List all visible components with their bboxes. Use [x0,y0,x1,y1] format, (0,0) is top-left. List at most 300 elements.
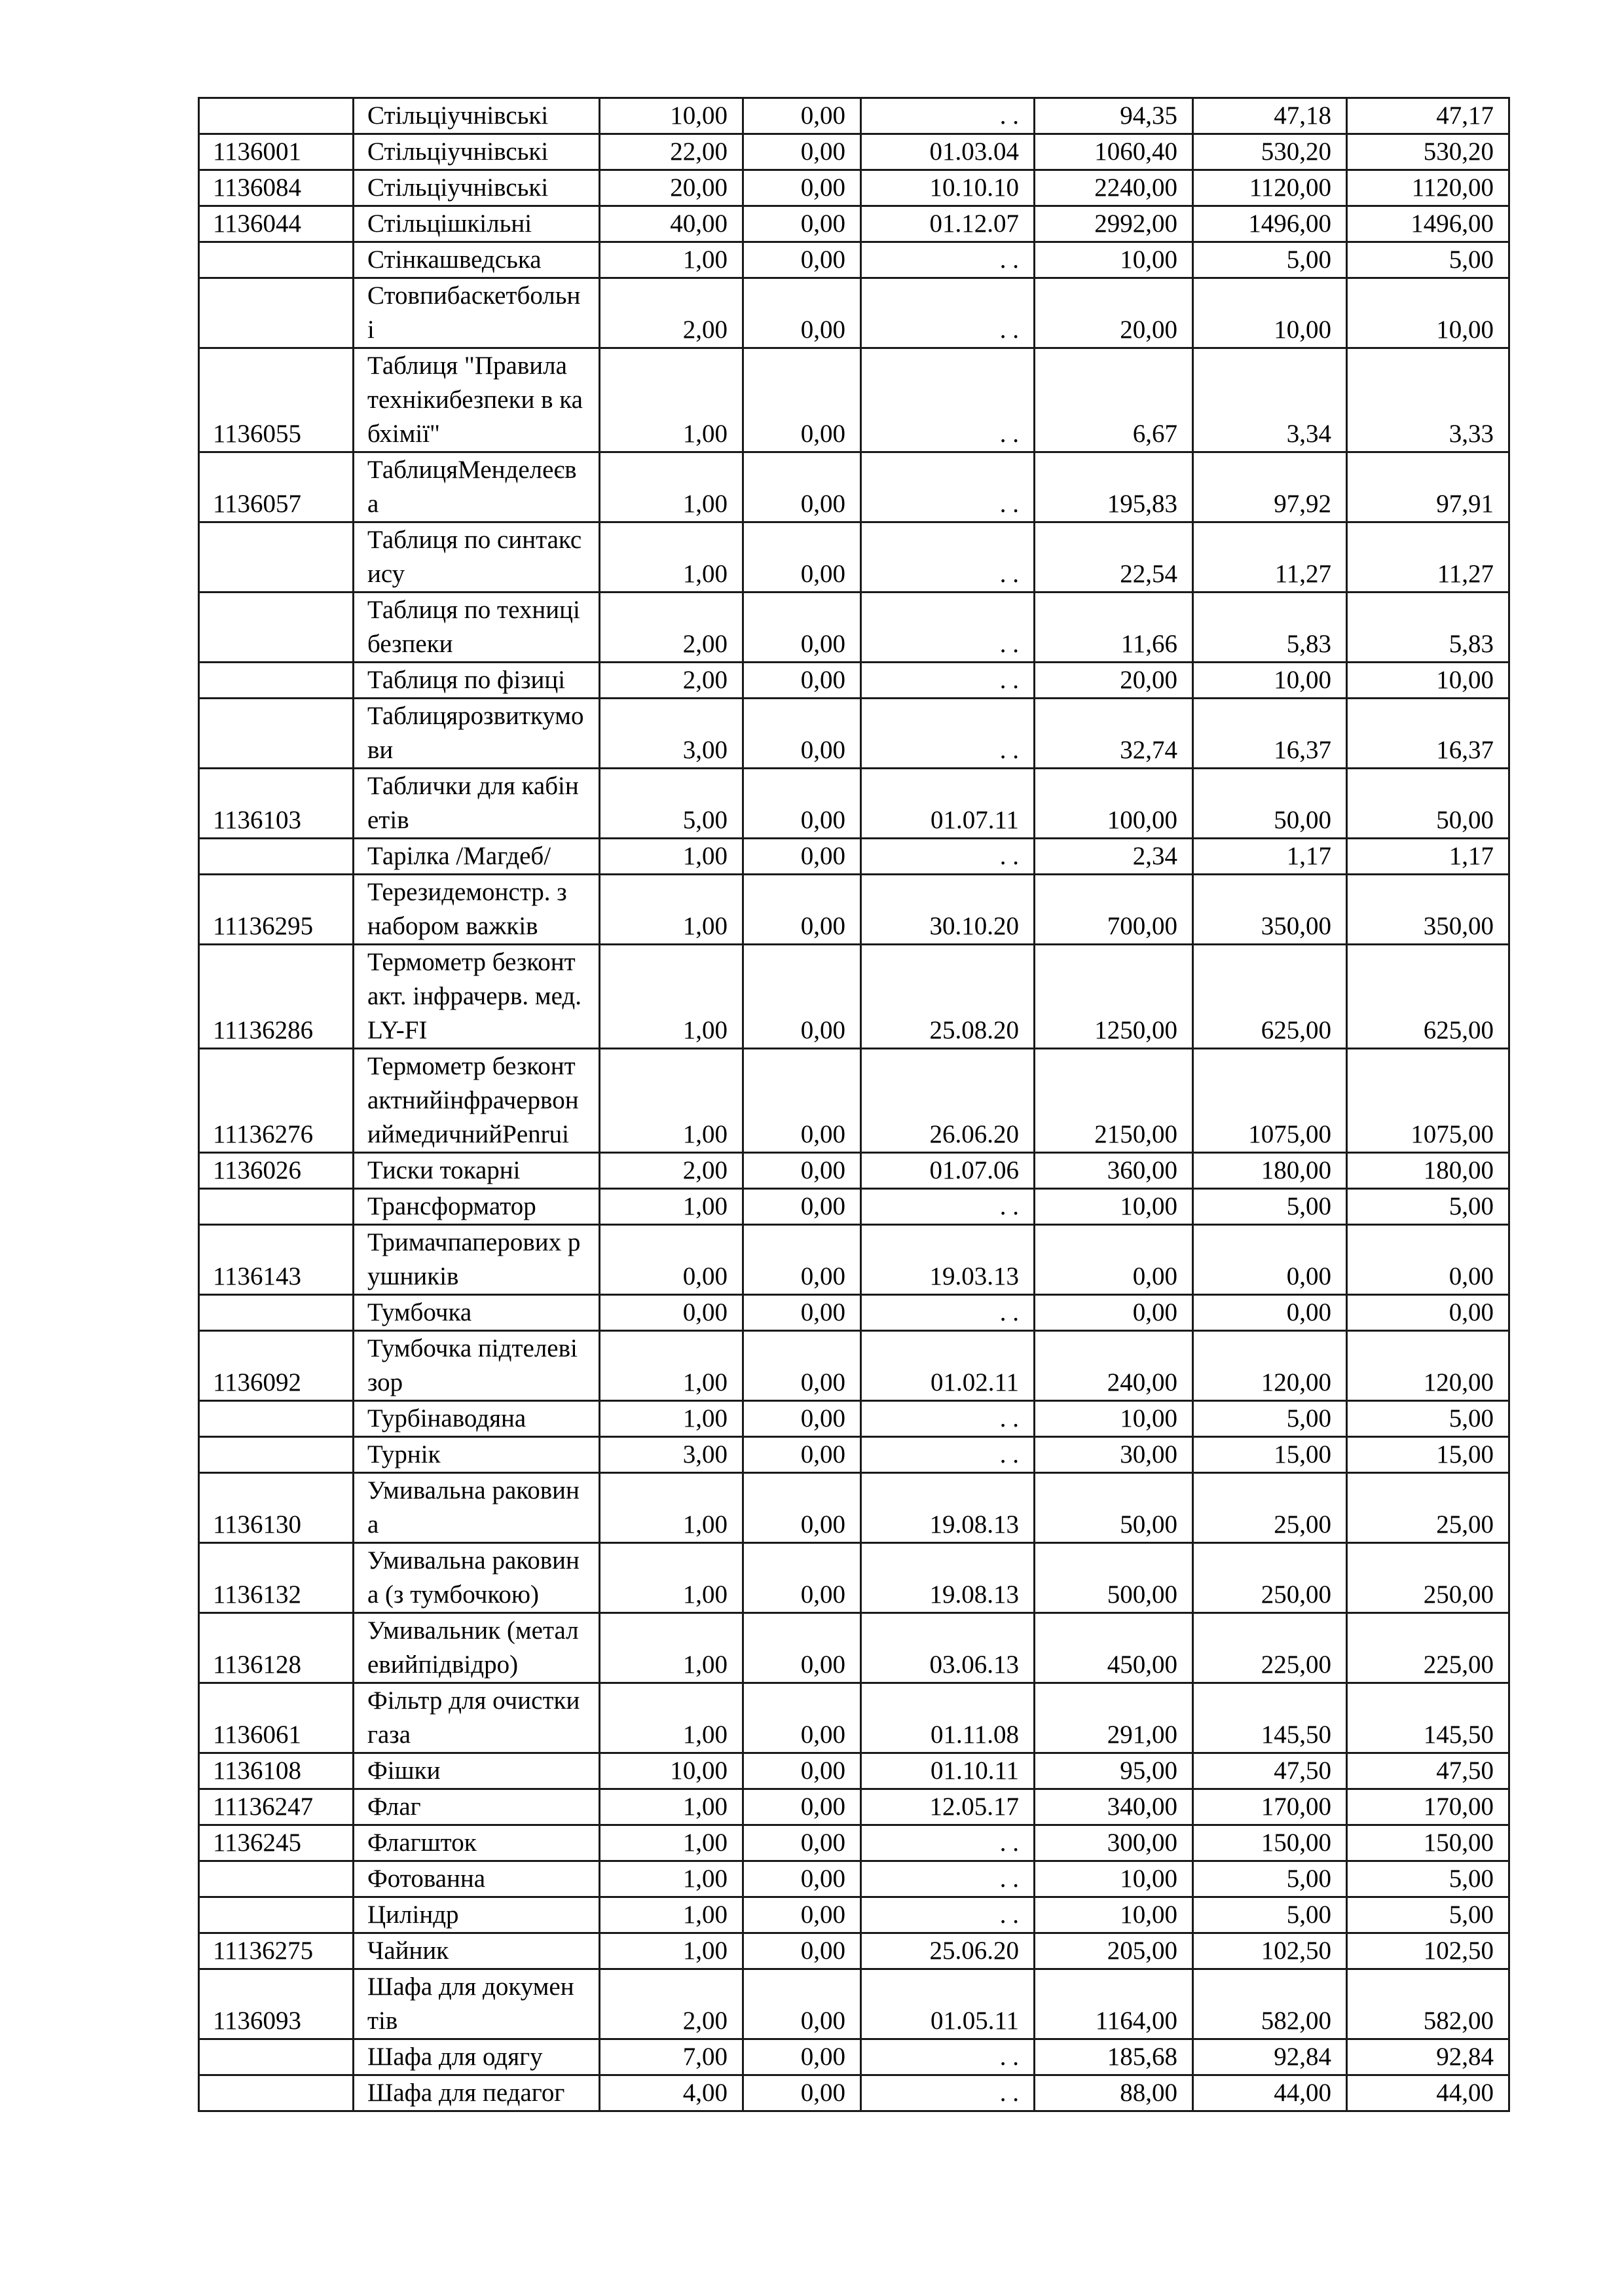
cost-cell: 2150,00 [1035,1049,1193,1153]
secondary-quantity-cell: 0,00 [743,98,861,134]
table-row [199,1473,1509,1543]
quantity-cell: 40,00 [600,206,743,242]
inventory-number-cell: 1136084 [199,170,354,206]
date-cell: 01.10.11 [861,1753,1035,1789]
depreciation-cell: 120,00 [1193,1331,1347,1401]
depreciation-cell: 530,20 [1193,134,1347,170]
cost-cell: 185,68 [1035,2039,1193,2075]
inventory-number-cell [199,242,354,278]
quantity-cell: 1,00 [600,452,743,522]
depreciation-cell: 1120,00 [1193,170,1347,206]
balance-cell: 1075,00 [1347,1049,1509,1153]
cost-cell: 291,00 [1035,1683,1193,1753]
cost-cell: 95,00 [1035,1753,1193,1789]
balance-cell: 10,00 [1347,278,1509,348]
item-name-cell: Тримачпаперових рушників [354,1225,600,1295]
quantity-cell: 1,00 [600,1049,743,1153]
table-row [199,663,1509,699]
depreciation-cell: 250,00 [1193,1543,1347,1613]
item-name-cell: Таблиця "Правила технікибезпеки в кабхімії" [354,348,600,452]
inventory-number-cell: 11136295 [199,875,354,945]
cost-cell: 10,00 [1035,1897,1193,1933]
depreciation-cell: 0,00 [1193,1295,1347,1331]
quantity-cell: 1,00 [600,1543,743,1613]
quantity-cell: 3,00 [600,699,743,769]
date-cell: . . [861,1861,1035,1897]
secondary-quantity-cell: 0,00 [743,2039,861,2075]
item-name-cell: Таблиця по фізиці [354,663,600,699]
balance-cell: 5,00 [1347,1401,1509,1437]
balance-cell: 120,00 [1347,1331,1509,1401]
cost-cell: 11,66 [1035,592,1193,663]
inventory-number-cell [199,1861,354,1897]
secondary-quantity-cell: 0,00 [743,278,861,348]
item-name-cell: Трансформатор [354,1189,600,1225]
secondary-quantity-cell: 0,00 [743,945,861,1049]
depreciation-cell: 5,83 [1193,592,1347,663]
balance-cell: 1,17 [1347,839,1509,875]
item-name-cell: Шафа для документів [354,1969,600,2039]
quantity-cell: 5,00 [600,769,743,839]
date-cell: 03.06.13 [861,1613,1035,1683]
inventory-number-cell: 11136276 [199,1049,354,1153]
quantity-cell: 2,00 [600,278,743,348]
inventory-number-cell [199,278,354,348]
date-cell: 01.02.11 [861,1331,1035,1401]
balance-cell: 102,50 [1347,1933,1509,1969]
secondary-quantity-cell: 0,00 [743,699,861,769]
depreciation-cell: 1075,00 [1193,1049,1347,1153]
item-name-cell: Таблиця по синтаксису [354,522,600,592]
table-row [199,2039,1509,2075]
balance-cell: 50,00 [1347,769,1509,839]
balance-cell: 3,33 [1347,348,1509,452]
depreciation-cell: 92,84 [1193,2039,1347,2075]
table-row [199,1049,1509,1153]
table-row [199,1969,1509,2039]
date-cell: 01.11.08 [861,1683,1035,1753]
secondary-quantity-cell: 0,00 [743,134,861,170]
quantity-cell: 10,00 [600,98,743,134]
cost-cell: 2,34 [1035,839,1193,875]
table-row [199,1897,1509,1933]
inventory-number-cell: 1136108 [199,1753,354,1789]
table-row [199,242,1509,278]
depreciation-cell: 5,00 [1193,242,1347,278]
balance-cell: 250,00 [1347,1543,1509,1613]
date-cell: . . [861,1897,1035,1933]
date-cell: . . [861,1295,1035,1331]
inventory-number-cell [199,1401,354,1437]
cost-cell: 300,00 [1035,1825,1193,1861]
cost-cell: 22,54 [1035,522,1193,592]
inventory-number-cell [199,2075,354,2111]
inventory-number-cell: 1136061 [199,1683,354,1753]
date-cell: . . [861,242,1035,278]
depreciation-cell: 16,37 [1193,699,1347,769]
date-cell: 01.07.06 [861,1153,1035,1189]
secondary-quantity-cell: 0,00 [743,1933,861,1969]
date-cell: . . [861,1437,1035,1473]
cost-cell: 20,00 [1035,663,1193,699]
balance-cell: 530,20 [1347,134,1509,170]
table-row [199,452,1509,522]
cost-cell: 100,00 [1035,769,1193,839]
date-cell: 01.05.11 [861,1969,1035,2039]
date-cell: . . [861,839,1035,875]
secondary-quantity-cell: 0,00 [743,1473,861,1543]
item-name-cell: Терезидемонстр. з набором важків [354,875,600,945]
balance-cell: 92,84 [1347,2039,1509,2075]
depreciation-cell: 225,00 [1193,1613,1347,1683]
quantity-cell: 1,00 [600,1683,743,1753]
cost-cell: 94,35 [1035,98,1193,134]
inventory-number-cell: 1136092 [199,1331,354,1401]
cost-cell: 2240,00 [1035,170,1193,206]
inventory-number-cell [199,592,354,663]
secondary-quantity-cell: 0,00 [743,1789,861,1825]
item-name-cell: Турнік [354,1437,600,1473]
depreciation-cell: 5,00 [1193,1401,1347,1437]
quantity-cell: 3,00 [600,1437,743,1473]
quantity-cell: 1,00 [600,875,743,945]
secondary-quantity-cell: 0,00 [743,170,861,206]
secondary-quantity-cell: 0,00 [743,452,861,522]
secondary-quantity-cell: 0,00 [743,1861,861,1897]
date-cell: . . [861,348,1035,452]
secondary-quantity-cell: 0,00 [743,1153,861,1189]
depreciation-cell: 47,18 [1193,98,1347,134]
inventory-number-cell: 1136245 [199,1825,354,1861]
quantity-cell: 1,00 [600,1401,743,1437]
item-name-cell: Термометр безконтакт. інфрачерв. мед. LY-FI [354,945,600,1049]
item-name-cell: Стільціучнівські [354,134,600,170]
cost-cell: 1060,40 [1035,134,1193,170]
secondary-quantity-cell: 0,00 [743,1753,861,1789]
date-cell: 25.08.20 [861,945,1035,1049]
table-row [199,1789,1509,1825]
table-row [199,1861,1509,1897]
table-row [199,592,1509,663]
balance-cell: 25,00 [1347,1473,1509,1543]
inventory-number-cell [199,839,354,875]
date-cell: . . [861,592,1035,663]
inventory-number-cell: 11136286 [199,945,354,1049]
item-name-cell: Таблиця по техницібезпеки [354,592,600,663]
item-name-cell: Таблицярозвиткумови [354,699,600,769]
item-name-cell: Фішки [354,1753,600,1789]
secondary-quantity-cell: 0,00 [743,1683,861,1753]
depreciation-cell: 180,00 [1193,1153,1347,1189]
cost-cell: 2992,00 [1035,206,1193,242]
quantity-cell: 22,00 [600,134,743,170]
table-row [199,1331,1509,1401]
balance-cell: 0,00 [1347,1295,1509,1331]
item-name-cell: Стінкашведська [354,242,600,278]
table-row [199,839,1509,875]
inventory-number-cell: 1136001 [199,134,354,170]
table-row [199,1825,1509,1861]
date-cell: 25.06.20 [861,1933,1035,1969]
balance-cell: 5,83 [1347,592,1509,663]
cost-cell: 500,00 [1035,1543,1193,1613]
item-name-cell: Турбінаводяна [354,1401,600,1437]
item-name-cell: Тиски токарні [354,1153,600,1189]
secondary-quantity-cell: 0,00 [743,663,861,699]
quantity-cell: 1,00 [600,242,743,278]
cost-cell: 88,00 [1035,2075,1193,2111]
cost-cell: 32,74 [1035,699,1193,769]
balance-cell: 5,00 [1347,242,1509,278]
table-row [199,98,1509,134]
table-row [199,1153,1509,1189]
item-name-cell: Умивальна раковина [354,1473,600,1543]
cost-cell: 10,00 [1035,1401,1193,1437]
table-row [199,134,1509,170]
date-cell: 12.05.17 [861,1789,1035,1825]
quantity-cell: 0,00 [600,1225,743,1295]
item-name-cell: Шафа для одягу [354,2039,600,2075]
table-row [199,1753,1509,1789]
cost-cell: 1250,00 [1035,945,1193,1049]
inventory-number-cell: 1136103 [199,769,354,839]
date-cell: . . [861,452,1035,522]
date-cell: 19.08.13 [861,1543,1035,1613]
date-cell: . . [861,1825,1035,1861]
balance-cell: 150,00 [1347,1825,1509,1861]
cost-cell: 450,00 [1035,1613,1193,1683]
quantity-cell: 1,00 [600,1789,743,1825]
balance-cell: 16,37 [1347,699,1509,769]
table-row [199,278,1509,348]
item-name-cell: Стовпибаскетбольні [354,278,600,348]
balance-cell: 10,00 [1347,663,1509,699]
quantity-cell: 10,00 [600,1753,743,1789]
depreciation-cell: 150,00 [1193,1825,1347,1861]
quantity-cell: 1,00 [600,1331,743,1401]
quantity-cell: 1,00 [600,348,743,452]
balance-cell: 225,00 [1347,1613,1509,1683]
inventory-number-cell: 11136275 [199,1933,354,1969]
cost-cell: 205,00 [1035,1933,1193,1969]
date-cell: 19.03.13 [861,1225,1035,1295]
date-cell: . . [861,699,1035,769]
balance-cell: 180,00 [1347,1153,1509,1189]
date-cell: . . [861,1401,1035,1437]
date-cell: 01.03.04 [861,134,1035,170]
table-row [199,348,1509,452]
date-cell: . . [861,663,1035,699]
inventory-number-cell [199,1295,354,1331]
item-name-cell: Таблички для кабінетів [354,769,600,839]
inventory-number-cell: 1136132 [199,1543,354,1613]
secondary-quantity-cell: 0,00 [743,1295,861,1331]
cost-cell: 20,00 [1035,278,1193,348]
inventory-number-cell: 1136128 [199,1613,354,1683]
table-row [199,1543,1509,1613]
quantity-cell: 4,00 [600,2075,743,2111]
balance-cell: 582,00 [1347,1969,1509,2039]
date-cell: 10.10.10 [861,170,1035,206]
table-row [199,1933,1509,1969]
inventory-number-cell [199,2039,354,2075]
quantity-cell: 20,00 [600,170,743,206]
secondary-quantity-cell: 0,00 [743,522,861,592]
table-row [199,699,1509,769]
depreciation-cell: 25,00 [1193,1473,1347,1543]
secondary-quantity-cell: 0,00 [743,1189,861,1225]
secondary-quantity-cell: 0,00 [743,1543,861,1613]
depreciation-cell: 145,50 [1193,1683,1347,1753]
balance-cell: 5,00 [1347,1189,1509,1225]
date-cell: 19.08.13 [861,1473,1035,1543]
secondary-quantity-cell: 0,00 [743,1613,861,1683]
item-name-cell: ТаблицяМенделеєва [354,452,600,522]
cost-cell: 10,00 [1035,242,1193,278]
cost-cell: 0,00 [1035,1225,1193,1295]
item-name-cell: Флаг [354,1789,600,1825]
depreciation-cell: 10,00 [1193,663,1347,699]
balance-cell: 11,27 [1347,522,1509,592]
inventory-number-cell: 1136130 [199,1473,354,1543]
quantity-cell: 1,00 [600,1933,743,1969]
balance-cell: 1120,00 [1347,170,1509,206]
secondary-quantity-cell: 0,00 [743,839,861,875]
depreciation-cell: 11,27 [1193,522,1347,592]
item-name-cell: Стільцішкільні [354,206,600,242]
secondary-quantity-cell: 0,00 [743,1331,861,1401]
quantity-cell: 2,00 [600,1969,743,2039]
quantity-cell: 1,00 [600,522,743,592]
cost-cell: 50,00 [1035,1473,1193,1543]
table-row [199,1683,1509,1753]
inventory-number-cell: 1136057 [199,452,354,522]
quantity-cell: 1,00 [600,1861,743,1897]
cost-cell: 240,00 [1035,1331,1193,1401]
depreciation-cell: 97,92 [1193,452,1347,522]
item-name-cell: Стільціучнівські [354,170,600,206]
depreciation-cell: 1496,00 [1193,206,1347,242]
date-cell: . . [861,1189,1035,1225]
date-cell: 26.06.20 [861,1049,1035,1153]
inventory-number-cell [199,663,354,699]
table-row [199,1401,1509,1437]
cost-cell: 1164,00 [1035,1969,1193,2039]
cost-cell: 6,67 [1035,348,1193,452]
balance-cell: 0,00 [1347,1225,1509,1295]
inventory-number-cell [199,1189,354,1225]
secondary-quantity-cell: 0,00 [743,1049,861,1153]
item-name-cell: Фотованна [354,1861,600,1897]
secondary-quantity-cell: 0,00 [743,1225,861,1295]
balance-cell: 97,91 [1347,452,1509,522]
secondary-quantity-cell: 0,00 [743,592,861,663]
depreciation-cell: 625,00 [1193,945,1347,1049]
balance-cell: 15,00 [1347,1437,1509,1473]
depreciation-cell: 1,17 [1193,839,1347,875]
balance-cell: 44,00 [1347,2075,1509,2111]
cost-cell: 195,83 [1035,452,1193,522]
item-name-cell: Тумбочка підтелевізор [354,1331,600,1401]
quantity-cell: 0,00 [600,1295,743,1331]
depreciation-cell: 3,34 [1193,348,1347,452]
inventory-number-cell [199,522,354,592]
depreciation-cell: 350,00 [1193,875,1347,945]
item-name-cell: Фільтр для очистки газа [354,1683,600,1753]
item-name-cell: Шафа для педагог [354,2075,600,2111]
balance-cell: 350,00 [1347,875,1509,945]
depreciation-cell: 44,00 [1193,2075,1347,2111]
table-row [199,1437,1509,1473]
secondary-quantity-cell: 0,00 [743,1437,861,1473]
quantity-cell: 1,00 [600,1825,743,1861]
balance-cell: 625,00 [1347,945,1509,1049]
item-name-cell: Тумбочка [354,1295,600,1331]
quantity-cell: 1,00 [600,1613,743,1683]
date-cell: 30.10.20 [861,875,1035,945]
cost-cell: 0,00 [1035,1295,1193,1331]
depreciation-cell: 5,00 [1193,1897,1347,1933]
table-row [199,170,1509,206]
quantity-cell: 7,00 [600,2039,743,2075]
date-cell: . . [861,522,1035,592]
inventory-number-cell: 1136093 [199,1969,354,2039]
inventory-number-cell: 1136055 [199,348,354,452]
balance-cell: 5,00 [1347,1897,1509,1933]
date-cell: . . [861,2075,1035,2111]
depreciation-cell: 170,00 [1193,1789,1347,1825]
secondary-quantity-cell: 0,00 [743,769,861,839]
depreciation-cell: 5,00 [1193,1861,1347,1897]
quantity-cell: 1,00 [600,839,743,875]
quantity-cell: 2,00 [600,663,743,699]
balance-cell: 145,50 [1347,1683,1509,1753]
secondary-quantity-cell: 0,00 [743,1401,861,1437]
secondary-quantity-cell: 0,00 [743,348,861,452]
inventory-number-cell: 11136247 [199,1789,354,1825]
date-cell: 01.12.07 [861,206,1035,242]
secondary-quantity-cell: 0,00 [743,2075,861,2111]
cost-cell: 340,00 [1035,1789,1193,1825]
table-row [199,1189,1509,1225]
date-cell: . . [861,2039,1035,2075]
balance-cell: 1496,00 [1347,206,1509,242]
depreciation-cell: 47,50 [1193,1753,1347,1789]
cost-cell: 10,00 [1035,1189,1193,1225]
date-cell: . . [861,98,1035,134]
inventory-number-cell [199,1437,354,1473]
item-name-cell: Тарілка /Магдеб/ [354,839,600,875]
depreciation-cell: 5,00 [1193,1189,1347,1225]
depreciation-cell: 0,00 [1193,1225,1347,1295]
cost-cell: 360,00 [1035,1153,1193,1189]
inventory-number-cell: 1136026 [199,1153,354,1189]
inventory-table [198,97,1510,2112]
cost-cell: 10,00 [1035,1861,1193,1897]
depreciation-cell: 10,00 [1193,278,1347,348]
depreciation-cell: 15,00 [1193,1437,1347,1473]
item-name-cell: Умивальник (металевийпідвідро) [354,1613,600,1683]
item-name-cell: Флагшток [354,1825,600,1861]
table-row [199,206,1509,242]
quantity-cell: 1,00 [600,1473,743,1543]
quantity-cell: 2,00 [600,592,743,663]
balance-cell: 5,00 [1347,1861,1509,1897]
item-name-cell: Умивальна раковина (з тумбочкою) [354,1543,600,1613]
item-name-cell: Термометр безконтактнийінфрачервониймедичнийPenrui [354,1049,600,1153]
table-row [199,1295,1509,1331]
table-row [199,875,1509,945]
